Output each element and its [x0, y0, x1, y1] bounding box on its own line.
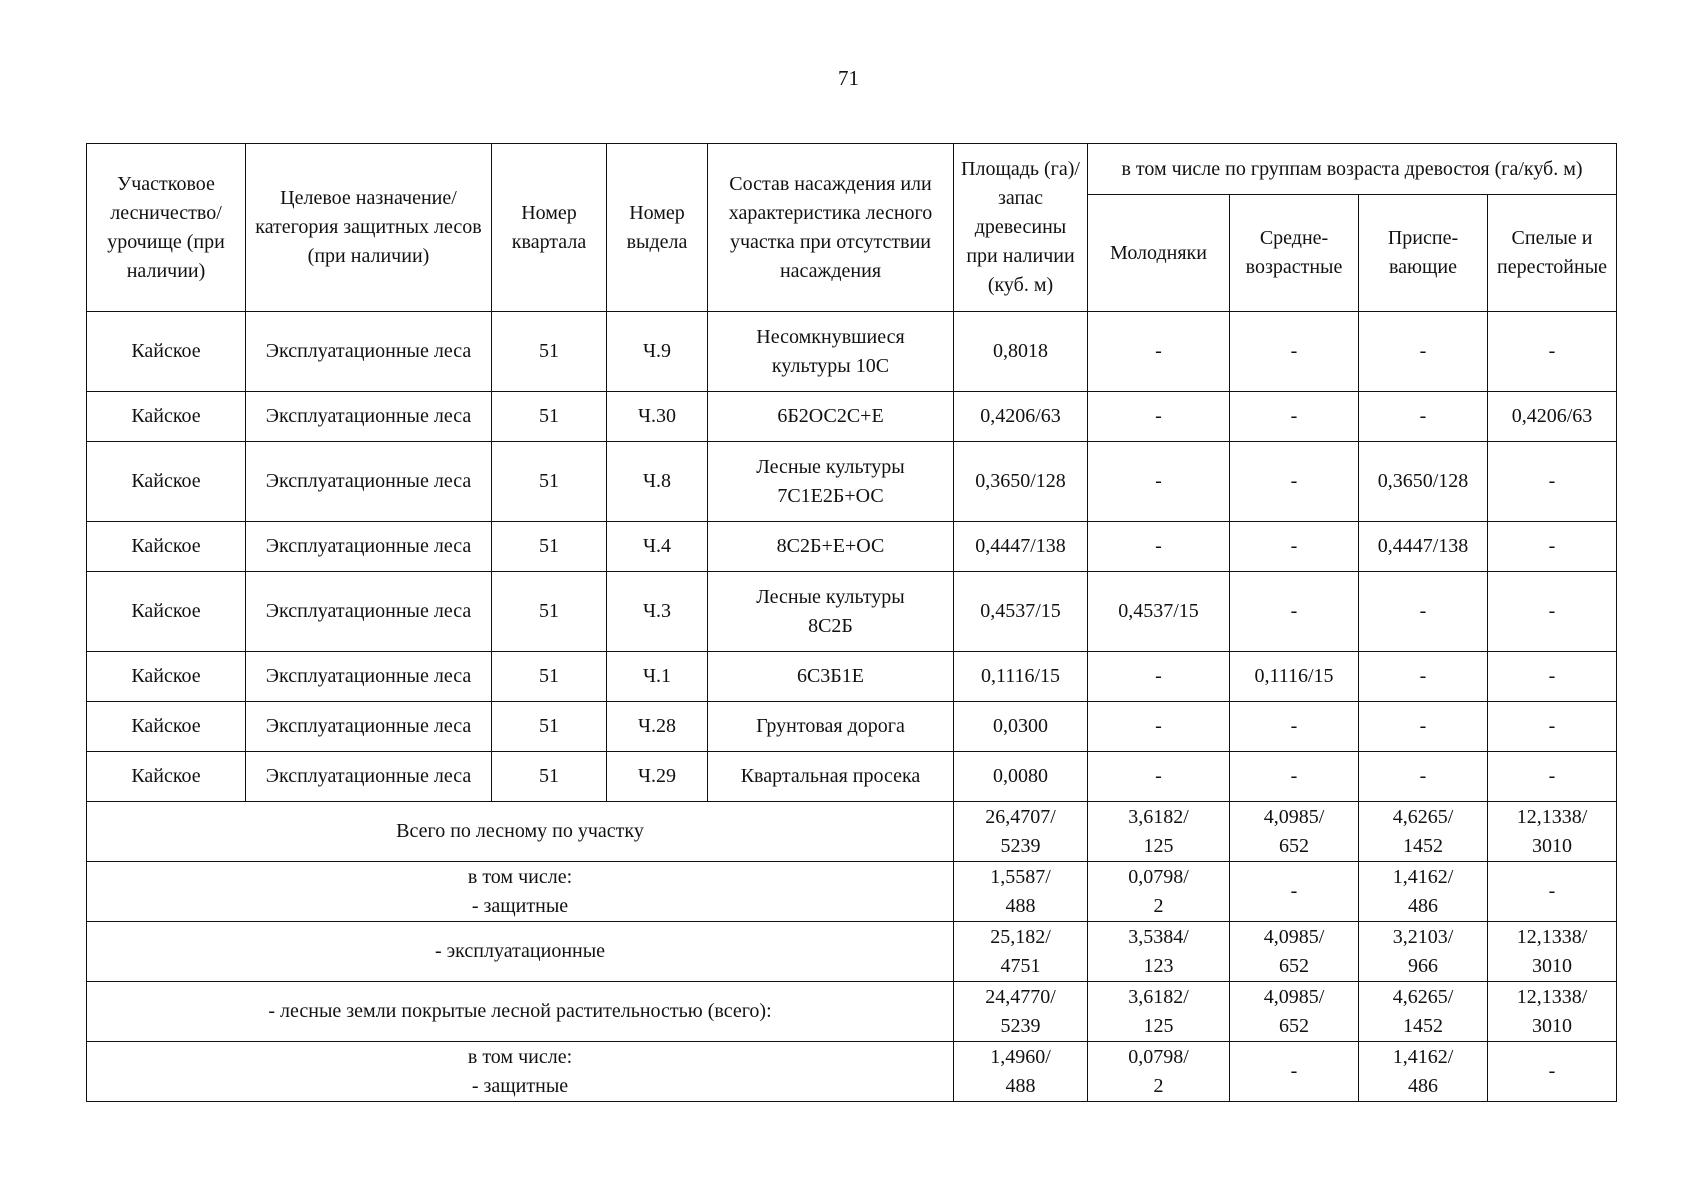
cell-area: 0,1116/15: [954, 652, 1088, 702]
summary-ripening: [1359, 1042, 1488, 1102]
cell-mature: -: [1488, 652, 1617, 702]
cell-middle: -: [1230, 702, 1359, 752]
cell-mature: -: [1488, 522, 1617, 572]
cell-young: -: [1088, 652, 1230, 702]
cell-forestry: Кайское: [87, 522, 246, 572]
cell-quarter: 51: [492, 392, 607, 442]
table-row: [87, 312, 1617, 392]
cell-young: -: [1088, 442, 1230, 522]
cell-purpose: Эксплуатационные леса: [246, 312, 492, 392]
summary-mature: [1488, 982, 1617, 1042]
summary-area-line-2: 488: [1005, 894, 1036, 917]
summary-ripening: [1359, 802, 1488, 862]
summary-label-line-2: - защитные: [471, 1074, 569, 1097]
header-middle: [1230, 195, 1359, 312]
table-row: [87, 392, 1617, 442]
cell-area: 0,8018: [954, 312, 1088, 392]
summary-area-line-2: 4751: [1000, 954, 1041, 977]
cell-mature: -: [1488, 572, 1617, 652]
summary-young-line-2: 123: [1143, 954, 1174, 977]
summary-mature-line-2: 3010: [1532, 1014, 1573, 1037]
header-age-groups: в том числе по группам возраста древостоя (га/куб. м): [1088, 144, 1617, 195]
cell-section: Ч.28: [607, 702, 708, 752]
cell-quarter: 51: [492, 702, 607, 752]
summary-row: [87, 802, 1617, 862]
cell-forestry: Кайское: [87, 752, 246, 802]
cell-ripening: 0,4447/138: [1359, 522, 1488, 572]
summary-young-line-1: 3,6182/: [1128, 805, 1189, 828]
cell-section: Ч.4: [607, 522, 708, 572]
summary-young: [1088, 802, 1230, 862]
composition-line-2: 7С1Е2Б+ОС: [777, 484, 884, 507]
header-young: Молодняки: [1088, 195, 1230, 312]
cell-purpose: Эксплуатационные леса: [246, 522, 492, 572]
summary-mature-line-1: 12,1338/: [1516, 805, 1588, 828]
summary-label-line-2: - защитные: [471, 894, 569, 917]
cell-middle: -: [1230, 572, 1359, 652]
cell-young: -: [1088, 752, 1230, 802]
summary-label-line-1: в том числе:: [467, 1045, 573, 1068]
cell-quarter: 51: [492, 312, 607, 392]
header-quarter: Номер квартала: [492, 144, 607, 312]
cell-purpose: Эксплуатационные леса: [246, 702, 492, 752]
page-number: 71: [838, 66, 859, 90]
summary-row: [87, 982, 1617, 1042]
summary-ripening-line-2: 486: [1408, 894, 1438, 917]
summary-label-line-1: в том числе:: [467, 865, 573, 888]
cell-purpose: Эксплуатационные леса: [246, 442, 492, 522]
summary-young-line-1: 0,0798/: [1128, 1045, 1189, 1068]
cell-area: 0,4537/15: [954, 572, 1088, 652]
summary-area: [954, 1042, 1088, 1102]
cell-quarter: 51: [492, 522, 607, 572]
summary-young-line-2: 2: [1153, 1074, 1164, 1097]
composition-line-1: Лесные культуры: [756, 585, 905, 608]
summary-mature-line-1: 12,1338/: [1516, 985, 1588, 1008]
summary-ripening-line-2: 486: [1408, 1074, 1438, 1097]
cell-composition: [708, 442, 954, 522]
header-mature-line-2: перестойные: [1497, 256, 1608, 278]
summary-young: [1088, 862, 1230, 922]
cell-forestry: Кайское: [87, 442, 246, 522]
cell-purpose: Эксплуатационные леса: [246, 392, 492, 442]
cell-area: 0,4206/63: [954, 392, 1088, 442]
summary-young: [1088, 922, 1230, 982]
cell-middle: -: [1230, 522, 1359, 572]
summary-ripening-line-2: 966: [1408, 954, 1438, 977]
cell-mature: -: [1488, 702, 1617, 752]
summary-area-line-1: 1,4960/: [990, 1045, 1051, 1068]
cell-area: 0,0300: [954, 702, 1088, 752]
summary-ripening-line-1: 1,4162/: [1392, 1045, 1454, 1068]
summary-ripening-line-1: 1,4162/: [1392, 865, 1454, 888]
summary-mature-line-1: 12,1338/: [1516, 925, 1588, 948]
cell-young: 0,4537/15: [1088, 572, 1230, 652]
cell-ripening: 0,3650/128: [1359, 442, 1488, 522]
summary-young-line-1: 3,6182/: [1128, 985, 1189, 1008]
cell-area: 0,0080: [954, 752, 1088, 802]
summary-mature-line-2: 3010: [1532, 834, 1573, 857]
summary-middle: -: [1230, 862, 1359, 922]
summary-young-line-2: 2: [1153, 894, 1164, 917]
cell-purpose: Эксплуатационные леса: [246, 572, 492, 652]
cell-middle: -: [1230, 442, 1359, 522]
summary-middle-line-2: 652: [1279, 1014, 1309, 1037]
cell-composition: Грунтовая дорога: [708, 702, 954, 752]
summary-row: [87, 862, 1617, 922]
composition-line-1: Несомкнувшиеся: [756, 325, 905, 348]
cell-composition: [708, 312, 954, 392]
summary-area-line-2: 5239: [1000, 1014, 1041, 1037]
cell-young: -: [1088, 702, 1230, 752]
cell-mature: 0,4206/63: [1488, 392, 1617, 442]
summary-ripening-line-2: 1452: [1403, 1014, 1443, 1037]
cell-area: 0,4447/138: [954, 522, 1088, 572]
cell-mature: -: [1488, 442, 1617, 522]
cell-young: -: [1088, 312, 1230, 392]
composition-line-1: Лесные культуры: [756, 455, 905, 478]
summary-area-line-2: 5239: [1000, 834, 1041, 857]
cell-ripening: -: [1359, 392, 1488, 442]
summary-label: Всего по лесному по участку: [87, 802, 954, 862]
summary-ripening: [1359, 922, 1488, 982]
cell-section: Ч.9: [607, 312, 708, 392]
header-mature-line-1: Спелые и: [1511, 227, 1593, 249]
cell-section: Ч.8: [607, 442, 708, 522]
summary-middle-line-1: 4,0985/: [1263, 985, 1325, 1008]
summary-middle-line-2: 652: [1279, 954, 1309, 977]
cell-purpose: Эксплуатационные леса: [246, 752, 492, 802]
cell-quarter: 51: [492, 652, 607, 702]
cell-section: Ч.29: [607, 752, 708, 802]
summary-ripening-line-1: 4,6265/: [1392, 985, 1454, 1008]
summary-area-line-1: 26,4707/: [985, 805, 1056, 828]
summary-young-line-2: 125: [1143, 834, 1174, 857]
cell-ripening: -: [1359, 312, 1488, 392]
cell-ripening: -: [1359, 572, 1488, 652]
summary-ripening-line-2: 1452: [1403, 834, 1443, 857]
summary-ripening: [1359, 862, 1488, 922]
header-ripening-line-1: Приспе-: [1387, 227, 1459, 249]
summary-ripening-line-1: 4,6265/: [1392, 805, 1454, 828]
summary-label: [87, 862, 954, 922]
cell-middle: -: [1230, 392, 1359, 442]
cell-purpose: Эксплуатационные леса: [246, 652, 492, 702]
summary-mature-line-2: 3010: [1532, 954, 1573, 977]
cell-composition: 6Б2ОС2С+Е: [708, 392, 954, 442]
header-ripening-line-2: вающие: [1389, 256, 1457, 278]
cell-young: -: [1088, 522, 1230, 572]
summary-label: - эксплуатационные: [87, 922, 954, 982]
summary-middle-line-1: 4,0985/: [1263, 925, 1325, 948]
summary-area-line-1: 1,5587/: [990, 865, 1051, 888]
header-purpose: Целевое назначение/ категория защитных лесов (при наличии): [246, 144, 492, 312]
summary-young-line-2: 125: [1143, 1014, 1174, 1037]
header-ripening: [1359, 195, 1488, 312]
header-forestry: Участковое лесничество/ урочище (при наличии): [87, 144, 246, 312]
cell-forestry: Кайское: [87, 572, 246, 652]
summary-middle-line-2: 652: [1279, 834, 1309, 857]
summary-ripening-line-1: 3,2103/: [1392, 925, 1454, 948]
table-row: [87, 572, 1617, 652]
composition-line-2: культуры 10С: [771, 354, 890, 377]
cell-forestry: Кайское: [87, 702, 246, 752]
summary-young: [1088, 982, 1230, 1042]
summary-area: [954, 862, 1088, 922]
table-row: [87, 652, 1617, 702]
summary-mature: -: [1488, 1042, 1617, 1102]
summary-mature: -: [1488, 862, 1617, 922]
summary-middle: [1230, 922, 1359, 982]
summary-area-line-1: 24,4770/: [985, 985, 1056, 1008]
summary-area: [954, 982, 1088, 1042]
cell-forestry: Кайское: [87, 392, 246, 442]
cell-ripening: -: [1359, 752, 1488, 802]
cell-composition: Квартальная просека: [708, 752, 954, 802]
composition-line-2: 8С2Б: [808, 614, 853, 637]
cell-quarter: 51: [492, 752, 607, 802]
header-middle-line-2: возрастные: [1245, 256, 1343, 278]
summary-area-line-1: 25,182/: [990, 925, 1051, 948]
header-mature: [1488, 195, 1617, 312]
header-section: Номер выдела: [607, 144, 708, 312]
header-composition: Состав насаждения или характеристика лесного участка при отсутствии насаждения: [708, 144, 954, 312]
summary-young: [1088, 1042, 1230, 1102]
header-middle-line-1: Средне-: [1259, 227, 1329, 249]
header-row: [87, 144, 1617, 195]
summary-young-line-1: 3,5384/: [1128, 925, 1189, 948]
cell-mature: -: [1488, 312, 1617, 392]
table-row: [87, 752, 1617, 802]
summary-ripening: [1359, 982, 1488, 1042]
cell-ripening: -: [1359, 652, 1488, 702]
summary-middle: -: [1230, 1042, 1359, 1102]
header-area: Площадь (га)/ запас древесины при наличии (куб. м): [954, 144, 1088, 312]
cell-section: Ч.30: [607, 392, 708, 442]
cell-composition: 6С3Б1Е: [708, 652, 954, 702]
summary-row: [87, 922, 1617, 982]
cell-middle: -: [1230, 752, 1359, 802]
cell-forestry: Кайское: [87, 312, 246, 392]
cell-young: -: [1088, 392, 1230, 442]
summary-middle: [1230, 982, 1359, 1042]
summary-middle-line-1: 4,0985/: [1263, 805, 1325, 828]
table-row: [87, 522, 1617, 572]
cell-composition: 8С2Б+Е+ОС: [708, 522, 954, 572]
cell-forestry: Кайское: [87, 652, 246, 702]
summary-mature: [1488, 802, 1617, 862]
summary-young-line-1: 0,0798/: [1128, 865, 1189, 888]
summary-mature: [1488, 922, 1617, 982]
summary-label: [87, 1042, 954, 1102]
cell-mature: -: [1488, 752, 1617, 802]
summary-middle: [1230, 802, 1359, 862]
summary-area: [954, 922, 1088, 982]
summary-row: [87, 1042, 1617, 1102]
forest-inventory-table: [86, 143, 1617, 1102]
summary-label: - лесные земли покрытые лесной растительностью (всего):: [87, 982, 954, 1042]
cell-quarter: 51: [492, 572, 607, 652]
summary-area: [954, 802, 1088, 862]
cell-section: Ч.1: [607, 652, 708, 702]
summary-area-line-2: 488: [1005, 1074, 1036, 1097]
table-row: [87, 442, 1617, 522]
cell-middle: 0,1116/15: [1230, 652, 1359, 702]
cell-middle: -: [1230, 312, 1359, 392]
cell-section: Ч.3: [607, 572, 708, 652]
cell-area: 0,3650/128: [954, 442, 1088, 522]
cell-quarter: 51: [492, 442, 607, 522]
table-row: [87, 702, 1617, 752]
cell-ripening: -: [1359, 702, 1488, 752]
cell-composition: [708, 572, 954, 652]
